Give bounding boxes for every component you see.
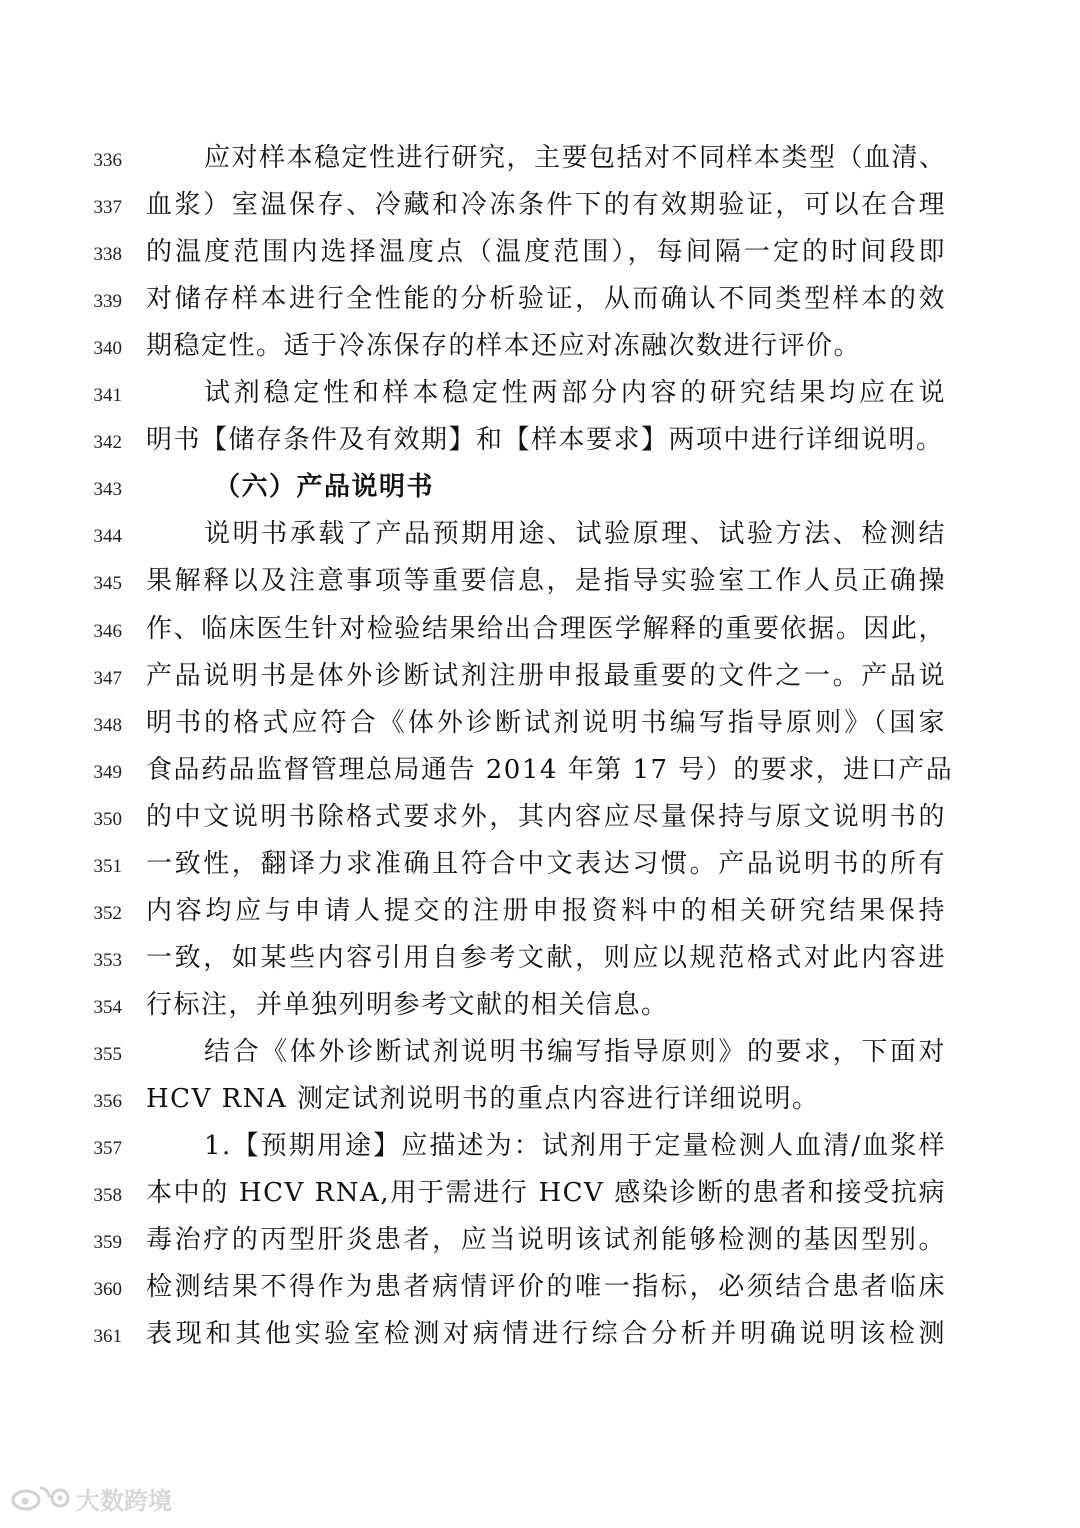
line-number: 348 bbox=[93, 714, 122, 736]
document-line bbox=[0, 373, 1080, 420]
line-number: 341 bbox=[93, 385, 122, 407]
document-line bbox=[0, 1267, 1080, 1314]
section-heading: （六）产品说明书 bbox=[214, 472, 435, 503]
line-number: 354 bbox=[93, 996, 122, 1018]
line-number: 353 bbox=[93, 949, 122, 971]
paragraph-line: 试剂稳定性和样本稳定性两部分内容的研究结果均应在说 bbox=[204, 378, 946, 409]
line-number: 350 bbox=[93, 808, 122, 830]
paragraph-line: 期稳定性。适于冷冻保存的样本还应对冻融次数进行评价。 bbox=[146, 331, 862, 362]
document-line bbox=[0, 467, 1080, 514]
line-number: 338 bbox=[93, 244, 122, 266]
paragraph-line: 食品药品监督管理总局通告 2014 年第 17 号）的要求，进口产品 bbox=[146, 754, 954, 785]
document-line bbox=[0, 609, 1080, 656]
document-line bbox=[0, 844, 1080, 891]
document-line bbox=[0, 514, 1080, 561]
paragraph-line: 应对样本稳定性进行研究，主要包括对不同样本类型（血清、 bbox=[204, 143, 947, 173]
paragraph-line: 的中文说明书除格式要求外，其内容应尽量保持与原文说明书的 bbox=[146, 801, 946, 832]
line-number: 357 bbox=[93, 1138, 122, 1160]
line-number: 346 bbox=[93, 620, 122, 642]
line-number: 360 bbox=[93, 1279, 122, 1301]
paragraph-line: 对储存样本进行全性能的分析验证，从而确认不同类型样本的效 bbox=[146, 284, 946, 315]
document-line bbox=[0, 656, 1080, 703]
line-number: 345 bbox=[93, 573, 122, 595]
line-number: 359 bbox=[93, 1232, 122, 1254]
paragraph-line: 本中的 HCV RNA,用于需进行 HCV 感染诊断的患者和接受抗病 bbox=[146, 1178, 946, 1209]
line-number: 358 bbox=[93, 1185, 122, 1207]
line-number: 339 bbox=[93, 291, 122, 313]
document-line bbox=[0, 797, 1080, 844]
document-line bbox=[0, 326, 1080, 373]
document-line bbox=[0, 891, 1080, 938]
line-number: 336 bbox=[93, 150, 122, 171]
paragraph-line: 的温度范围内选择温度点（温度范围），每间隔一定的时间段即 bbox=[146, 237, 946, 268]
line-number: 337 bbox=[93, 197, 122, 219]
paragraph-line: 一致性，翻译力求准确且符合中文表达习惯。产品说明书的所有 bbox=[146, 848, 946, 879]
line-number: 344 bbox=[93, 526, 122, 548]
line-number: 351 bbox=[93, 855, 122, 877]
paragraph-line: 产品说明书是体外诊断试剂注册申报最重要的文件之一。产品说 bbox=[146, 660, 946, 691]
document-line bbox=[0, 185, 1080, 232]
paragraph-line: 明书【储存条件及有效期】和【样本要求】两项中进行详细说明。 bbox=[146, 425, 944, 456]
line-number: 352 bbox=[93, 902, 122, 924]
paragraph-line: 一致，如某些内容引用自参考文献，则应以规范格式对此内容进 bbox=[146, 942, 946, 973]
weibo-logo-icon bbox=[10, 1482, 70, 1514]
paragraph-line: 果解释以及注意事项等重要信息，是指导实验室工作人员正确操 bbox=[146, 566, 946, 597]
document-line bbox=[0, 750, 1080, 797]
document-line bbox=[0, 561, 1080, 608]
line-number: 349 bbox=[93, 761, 122, 783]
document-line bbox=[0, 703, 1080, 750]
document-line bbox=[0, 279, 1080, 326]
watermark-text: 大数跨境 bbox=[76, 1486, 172, 1515]
watermark bbox=[10, 1478, 172, 1518]
document-line bbox=[0, 1079, 1080, 1126]
paragraph-line: 1.【预期用途】应描述为：试剂用于定量检测人血清/血浆样 bbox=[204, 1131, 946, 1162]
document-line bbox=[0, 938, 1080, 985]
paragraph-line: 行标注，并单独列明参考文献的相关信息。 bbox=[146, 989, 669, 1020]
paragraph-line: 明书的格式应符合《体外诊断试剂说明书编写指导原则》（国家 bbox=[146, 707, 946, 738]
paragraph-line: 结合《体外诊断试剂说明书编写指导原则》的要求，下面对 bbox=[204, 1036, 946, 1067]
line-number: 355 bbox=[93, 1043, 122, 1065]
document-line bbox=[0, 138, 1080, 185]
line-number: 343 bbox=[93, 479, 122, 501]
document-line bbox=[0, 232, 1080, 279]
paragraph-line: 说明书承载了产品预期用途、试验原理、试验方法、检测结 bbox=[204, 519, 946, 550]
paragraph-line: 毒治疗的丙型肝炎患者，应当说明该试剂能够检测的基因型别。 bbox=[146, 1225, 946, 1256]
document-line bbox=[0, 1032, 1080, 1079]
line-number: 361 bbox=[93, 1326, 122, 1348]
line-number: 356 bbox=[93, 1091, 122, 1112]
document-line bbox=[0, 1220, 1080, 1267]
document-line bbox=[0, 985, 1080, 1032]
paragraph-line: HCV RNA 测定试剂说明书的重点内容进行详细说明。 bbox=[146, 1084, 820, 1114]
line-number: 342 bbox=[93, 432, 122, 454]
line-number: 347 bbox=[93, 667, 122, 689]
document-line bbox=[0, 1173, 1080, 1220]
line-number: 340 bbox=[93, 338, 122, 360]
paragraph-line: 表现和其他实验室检测对病情进行综合分析并明确说明该检测 bbox=[146, 1319, 946, 1350]
document-line bbox=[0, 1314, 1080, 1361]
paragraph-line: 检测结果不得作为患者病情评价的唯一指标，必须结合患者临床 bbox=[146, 1272, 946, 1303]
document-line bbox=[0, 420, 1080, 467]
paragraph-line: 作、临床医生针对检验结果给出合理医学解释的重要依据。因此， bbox=[146, 613, 946, 644]
document-line bbox=[0, 1126, 1080, 1173]
paragraph-line: 血浆）室温保存、冷藏和冷冻条件下的有效期验证，可以在合理 bbox=[146, 190, 946, 221]
paragraph-line: 内容均应与申请人提交的注册申报资料中的相关研究结果保持 bbox=[146, 895, 946, 926]
